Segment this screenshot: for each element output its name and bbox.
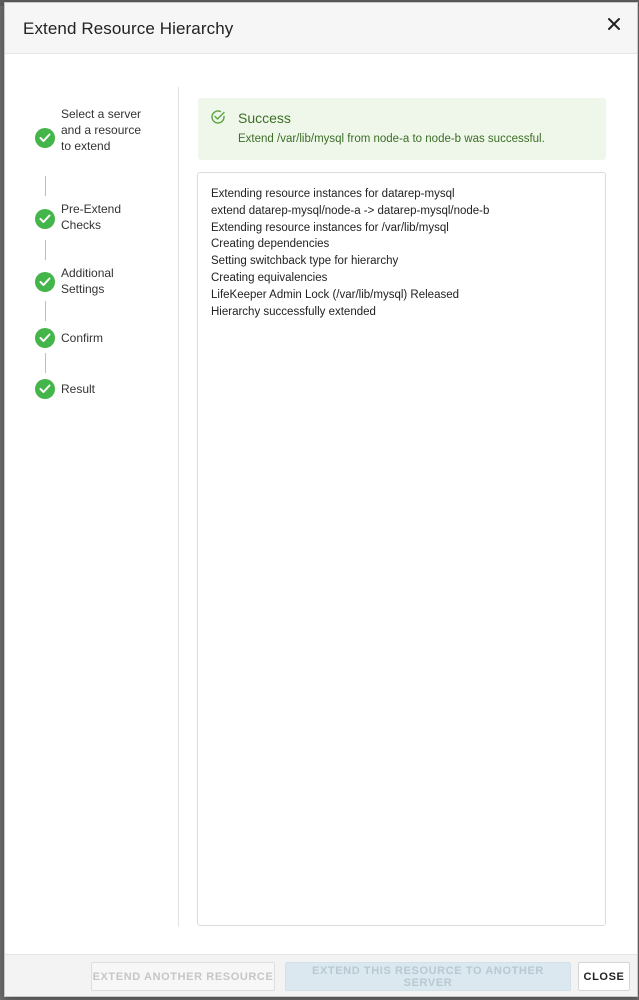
result-log	[197, 172, 606, 926]
step-label: Confirm	[61, 331, 104, 345]
extend-resource-dialog	[4, 2, 638, 997]
check-icon	[35, 272, 55, 292]
check-icon	[35, 209, 55, 229]
log-line: Extending resource instances for /var/lib/mysql	[211, 221, 449, 234]
check-circle-icon	[210, 109, 226, 130]
check-icon	[35, 328, 55, 348]
step-label: Result	[61, 382, 96, 396]
log-line: LifeKeeper Admin Lock (/var/lib/mysql) Released	[211, 288, 460, 301]
step-connector	[45, 176, 46, 196]
step-label: Pre-Extend Checks	[61, 202, 122, 232]
log-line: Creating dependencies	[211, 238, 330, 251]
dialog-header	[5, 3, 637, 54]
check-icon	[35, 128, 55, 148]
success-title: Success	[238, 110, 291, 126]
dialog-title: Extend Resource Hierarchy	[23, 19, 234, 38]
step-label: Select a server and a resource to extend	[61, 107, 142, 153]
step-connector	[45, 353, 46, 373]
log-line: Extending resource instances for datarep-mysql	[211, 188, 455, 200]
success-alert	[198, 98, 606, 160]
extend-this-resource-button[interactable]: EXTEND THIS RESOURCE TO ANOTHER SERVER	[285, 962, 571, 991]
step-connector	[45, 301, 46, 321]
log-line: Creating equivalencies	[211, 271, 328, 284]
step-label: Additional Settings	[61, 266, 114, 296]
wizard-steps	[5, 87, 179, 927]
close-button[interactable]: CLOSE	[578, 962, 630, 991]
step-connector	[45, 240, 46, 260]
dialog-footer	[5, 954, 637, 996]
log-line: extend datarep-mysql/node-a -> datarep-mysql/node-b	[211, 204, 490, 217]
log-line: Setting switchback type for hierarchy	[211, 255, 399, 268]
extend-another-resource-button[interactable]: EXTEND ANOTHER RESOURCE	[91, 962, 275, 991]
check-icon	[35, 379, 55, 399]
success-message: Extend /var/lib/mysql from node-a to node-b was successful.	[238, 133, 545, 145]
close-icon[interactable]	[605, 15, 623, 33]
log-line: Hierarchy successfully extended	[211, 305, 376, 318]
